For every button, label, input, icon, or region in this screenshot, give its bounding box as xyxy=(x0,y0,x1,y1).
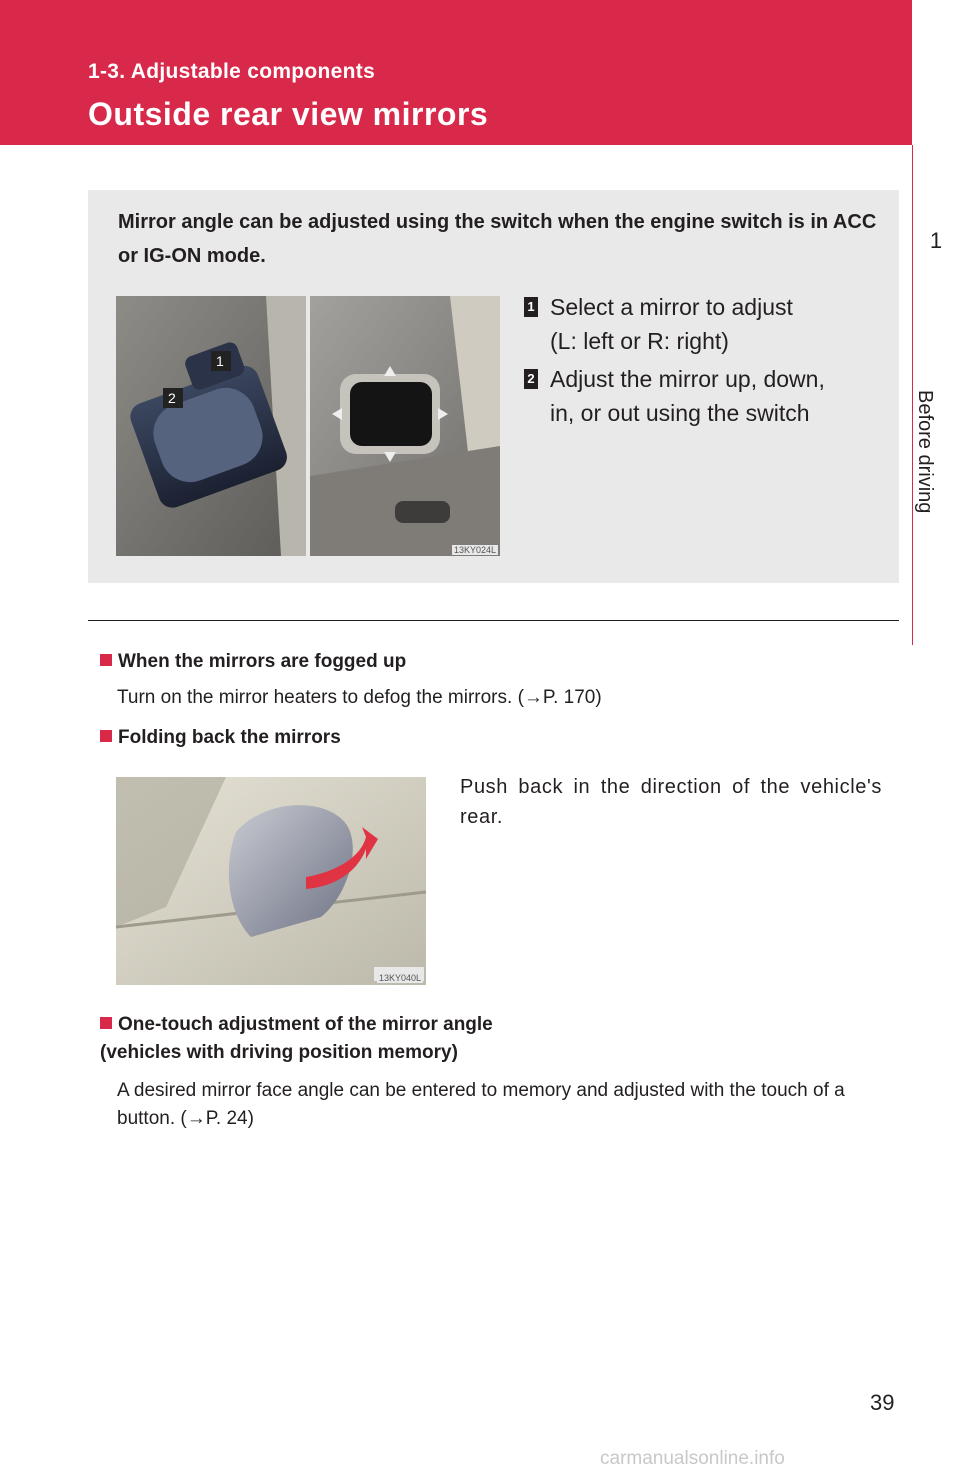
section-divider xyxy=(88,620,899,621)
step-marker: 2 xyxy=(524,369,538,389)
chapter-name: Before driving xyxy=(914,390,936,514)
intro-text: Mirror angle can be adjusted using the switch when the engine switch is in ACC or IG-ON mode. xyxy=(118,211,877,267)
svg-text:2: 2 xyxy=(168,390,176,406)
chapter-header xyxy=(0,0,960,145)
subheading-one-touch: One-touch adjustment of the mirror angle (vehicles with driving position memory) xyxy=(100,1014,493,1063)
svg-text:1: 1 xyxy=(216,353,224,369)
watermark: carmanualsonline.info xyxy=(600,1448,785,1469)
step-text: Select a mirror to adjust (L: left or R: right) xyxy=(550,294,793,354)
section-label: 1-3. Adjustable components xyxy=(88,60,376,83)
bullet-square-icon xyxy=(100,1017,112,1029)
side-mirror-photo xyxy=(310,296,500,556)
page-number: 39 xyxy=(870,1390,895,1415)
step-text: Adjust the mirror up, down, in, or out using the switch xyxy=(550,366,825,426)
body-fogged: Turn on the mirror heaters to defog the mirrors. (→P. 170) xyxy=(117,687,602,708)
body-folding: Push back in the direction of the vehicle's rear. xyxy=(460,776,882,828)
side-tab-divider xyxy=(912,145,913,645)
body-one-touch: A desired mirror face angle can be entered to memory and adjusted with the touch of a button. (→P. 24) xyxy=(117,1080,845,1129)
step-marker: 1 xyxy=(524,297,538,317)
folding-mirror-photo xyxy=(116,777,426,985)
bullet-square-icon xyxy=(100,654,112,666)
photo-code: 13KY040L xyxy=(379,973,422,983)
chapter-number: 1 xyxy=(929,228,943,253)
bullet-square-icon xyxy=(100,730,112,742)
subheading-fogged: When the mirrors are fogged up xyxy=(100,648,406,676)
mirror-switch-photo xyxy=(116,296,306,556)
subheading-folding: Folding back the mirrors xyxy=(100,724,341,752)
chapter-side-tab[interactable] xyxy=(912,0,960,1484)
photo-code: 13KY024L xyxy=(454,545,497,555)
page-title: Outside rear view mirrors xyxy=(88,96,489,132)
